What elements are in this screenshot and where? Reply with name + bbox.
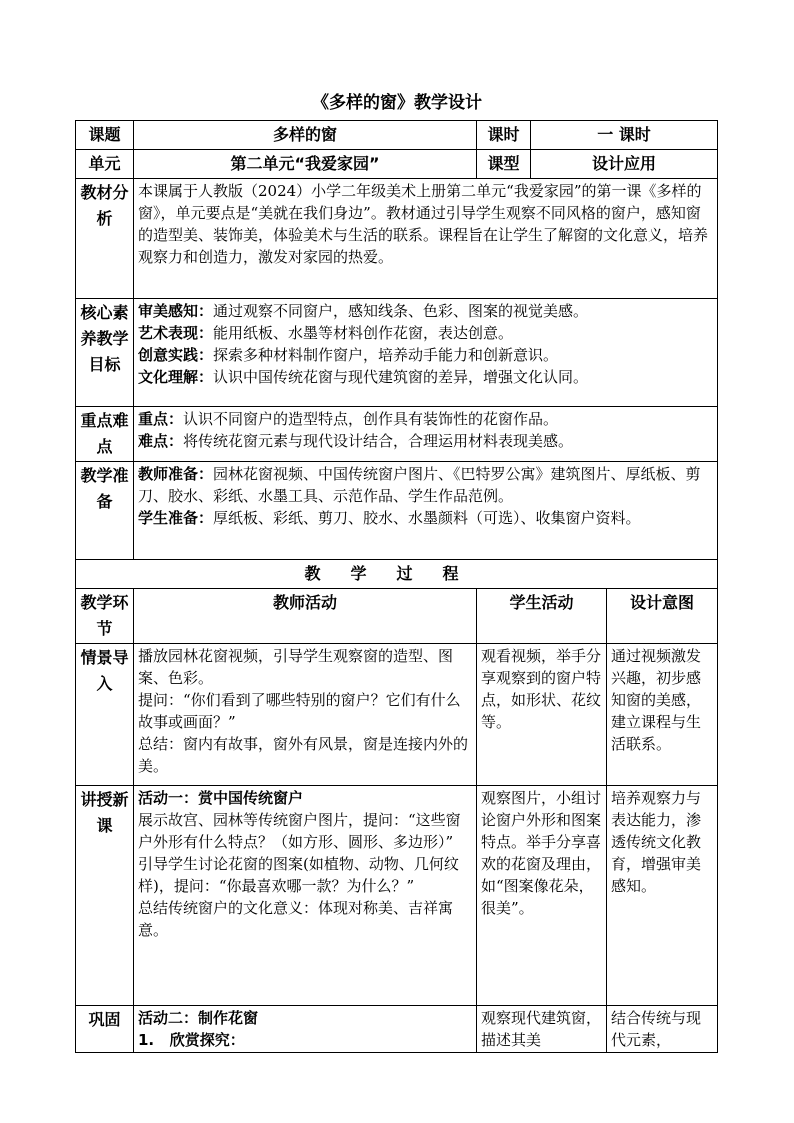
prep-row <box>76 462 718 560</box>
stage-label: 讲授新课 <box>76 786 134 1006</box>
goals-row <box>76 299 718 407</box>
design-intent: 结合传统与现代元素， <box>607 1006 718 1053</box>
goal-item: 艺术表现：能用纸板、水墨等材料创作花窗，表达创意。 <box>138 324 514 342</box>
goal-item: 创意实践：探索多种材料制作窗户，培养动手能力和创新意识。 <box>138 346 559 364</box>
topic-label: 课题 <box>76 121 134 150</box>
hours-label: 课时 <box>477 121 531 150</box>
prep-item: 教师准备：园林花窗视频、中国传统窗户图片、《巴特罗公寓》建筑图片、厚纸板、剪刀、胶水、彩纸、水墨工具、示范作品、学生作品范例。 <box>138 465 701 505</box>
goal-item: 文化理解：认识中国传统花窗与现代建筑窗的差异，增强文化认同。 <box>138 368 589 386</box>
teacher-activity: 播放园林花窗视频，引导学生观察窗的造型、图案、色彩。 提问：“你们看到了哪些特别的窗户？它们有什么故事或画面？” 总结：窗内有故事，窗外有风景，窗是连接内外的美。 <box>134 644 477 786</box>
keypoint-item: 难点：将传统花窗元素与现代设计结合，合理运用材料表现美感。 <box>138 432 574 450</box>
col-student: 学生活动 <box>477 589 607 644</box>
type-label: 课型 <box>477 150 531 179</box>
unit-row <box>76 150 718 179</box>
keypoint-item: 重点：认识不同窗户的造型特点，创作具有装饰性的花窗作品。 <box>138 410 559 428</box>
topic-row <box>76 121 718 150</box>
stage-label: 巩固 <box>76 1006 134 1053</box>
stage-row-intro <box>76 644 718 786</box>
design-intent: 培养观察力与表达能力，渗透传统文化教育，增强审美感知。 <box>607 786 718 1006</box>
process-heading-row <box>76 560 718 589</box>
stage-row-teaching <box>76 786 718 1006</box>
col-teacher: 教师活动 <box>134 589 477 644</box>
process-heading: 教学过程 <box>76 560 718 589</box>
student-activity: 观察现代建筑窗，描述其美 <box>477 1006 607 1053</box>
hours-value: 一 课时 <box>531 121 718 150</box>
analysis-row <box>76 179 718 299</box>
stage-row-consolidate <box>76 1006 718 1053</box>
col-stage: 教学环节 <box>76 589 134 644</box>
process-columns-row <box>76 589 718 644</box>
student-activity: 观察图片，小组讨论窗户外形和图案特点。举手分享喜欢的花窗及理由，如“图案像花朵，很美”。 <box>477 786 607 1006</box>
keypoints-row <box>76 407 718 462</box>
page-title: 《多样的窗》教学设计 <box>312 93 482 113</box>
goals-list <box>134 299 718 407</box>
unit-label: 单元 <box>76 150 134 179</box>
stage-label: 情景导入 <box>76 644 134 786</box>
prep-item: 学生准备：厚纸板、彩纸、剪刀、胶水、水墨颜料（可选）、收集窗户资料。 <box>138 509 641 527</box>
keypoints-list <box>134 407 718 462</box>
col-intent: 设计意图 <box>607 589 718 644</box>
analysis-text: 本课属于人教版（2024）小学二年级美术上册第二单元“我爱家园”的第一课《多样的窗》，单元要点是“美就在我们身边”。教材通过引导学生观察不同风格的窗户，感知窗的造型美、装饰美，体验美术与生活的联系。课程旨在让学生了解窗的文化意义，培养观察力和创造力，激发对家园的热爱。 <box>134 179 718 299</box>
teacher-activity: 活动一：赏中国传统窗户 展示故宫、园林等传统窗户图片，提问：“这些窗户外形有什么特点？（如方形、圆形、多边形）” 引导学生讨论花窗的图案(如植物、动物、几何纹样)，提问：“你最喜欢哪一款？为什么？” 总结传统窗户的文化意义：体现对称美、吉祥寓意。 <box>134 786 477 1006</box>
prep-label: 教学准备 <box>76 462 134 560</box>
lesson-plan-table <box>75 120 718 1053</box>
goals-label: 核心素养教学目标 <box>76 299 134 407</box>
design-intent: 通过视频激发兴趣，初步感知窗的美感，建立课程与生活联系。 <box>607 644 718 786</box>
goal-item: 审美感知：通过观察不同窗户，感知线条、色彩、图案的视觉美感。 <box>138 302 589 320</box>
analysis-label: 教材分析 <box>76 179 134 299</box>
keypoints-label: 重点难点 <box>76 407 134 462</box>
type-value: 设计应用 <box>531 150 718 179</box>
teacher-activity: 活动二：制作花窗 1. 欣赏探究： <box>134 1006 477 1053</box>
topic-value: 多样的窗 <box>134 121 477 150</box>
prep-list <box>134 462 718 560</box>
student-activity: 观看视频，举手分享观察到的窗户特点，如形状、花纹等。 <box>477 644 607 786</box>
unit-value: 第二单元“我爱家园” <box>134 150 477 179</box>
